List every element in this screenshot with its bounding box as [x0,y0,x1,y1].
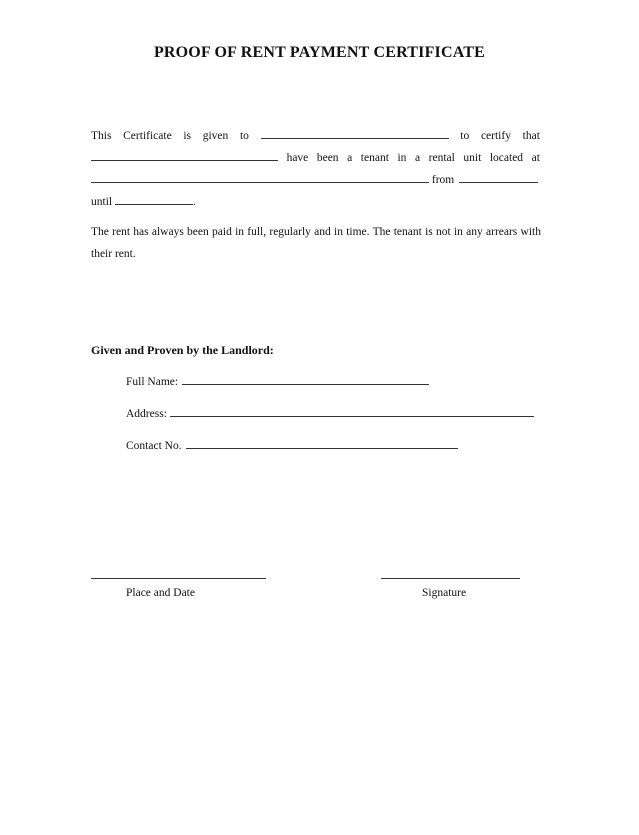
tenant-name-blank[interactable] [91,150,278,161]
word: a [347,152,353,164]
word: to [460,130,470,142]
word: a [414,152,421,164]
word: Certificate [123,130,172,142]
contact-blank[interactable] [186,438,458,449]
body-line-3 [91,172,538,186]
full-name-row [126,374,429,388]
word: that [522,130,540,142]
rent-statement: The rent has always been paid in full, regularly and in time. The tenant is not in any arrears with their rent. [91,226,541,260]
address-blank[interactable] [91,172,429,183]
full-name-blank[interactable] [182,374,429,385]
address-label: Address: [126,408,167,420]
contact-row [126,438,458,452]
word: been [316,152,339,164]
document-title: PROOF OF RENT PAYMENT CERTIFICATE [153,44,486,61]
recipient-blank[interactable] [261,128,449,139]
landlord-address-blank[interactable] [170,406,534,417]
period: . [192,196,196,208]
word: certify [480,130,511,142]
word: is [183,130,192,142]
word: unit [463,152,482,164]
word: This [91,130,112,142]
word: tenant [360,152,389,164]
body-line-4 [91,194,196,208]
word: until [91,196,113,208]
word: given [202,130,229,142]
full-name-label: Full Name: [126,376,179,388]
signature-line[interactable] [381,578,520,579]
signature-label: Signature [422,587,467,599]
landlord-heading: Given and Proven by the Landlord: [91,343,274,357]
body-line-2 [91,150,540,164]
word: located [489,152,524,164]
word: rental [428,152,455,164]
place-date-label: Place and Date [126,587,195,599]
word: have [286,152,309,164]
word: at [531,152,540,164]
address-row [126,406,534,420]
contact-label: Contact No. [126,440,182,452]
from-date-blank[interactable] [459,172,538,183]
word: from [431,174,455,186]
until-date-blank[interactable] [115,194,193,205]
place-date-line[interactable] [91,578,266,579]
word: to [239,130,249,142]
body-line-1 [91,128,540,142]
word: in [397,152,407,164]
